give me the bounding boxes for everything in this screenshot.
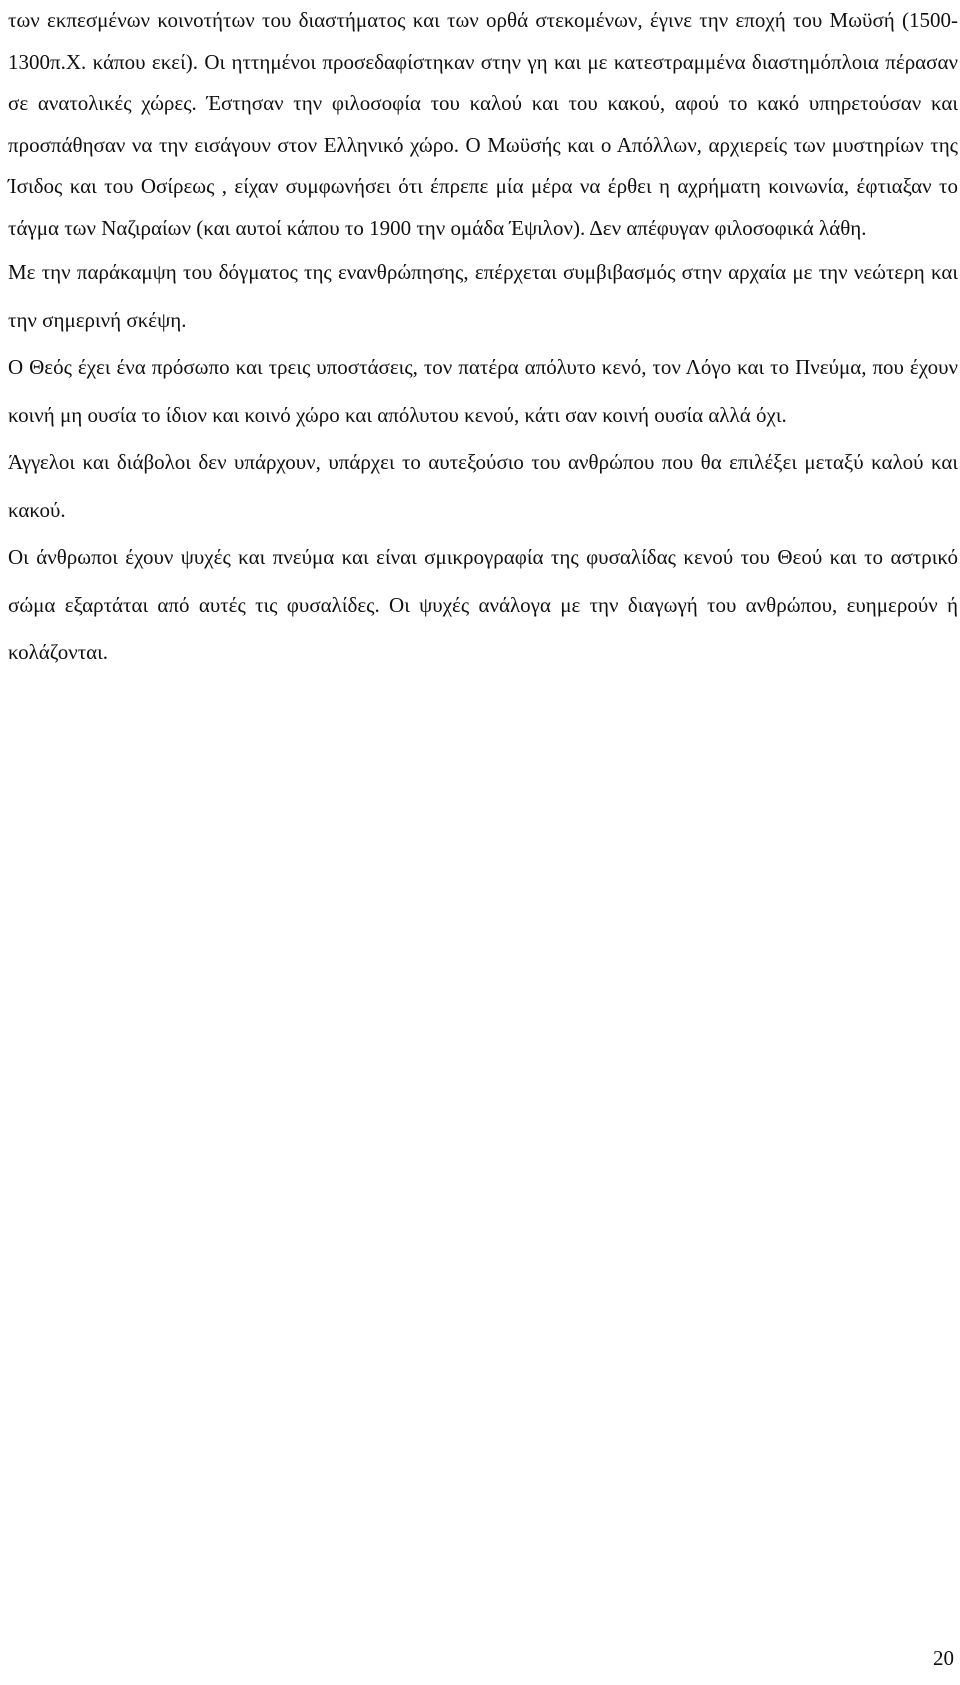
paragraph-4: Άγγελοι και διάβολοι δεν υπάρχουν, υπάρχει το αυτεξούσιο του ανθρώπου που θα επιλέξει μεταξύ καλού και κακού. xyxy=(8,450,958,522)
paragraph-1: των εκπεσμένων κοινοτήτων του διαστήματος και των ορθά στεκομένων, έγινε την εποχή του Μωϋσή (1500-1300π.Χ. κάπου εκεί). Οι ηττημένοι προσεδαφίστηκαν στην γη και με κατεστραμμένα διαστημόπλοια πέρασαν σε ανατολικές χώρες. Έστησαν την φιλοσοφία του καλού και του κακού, αφού το κακό υπηρετούσαν και προσπάθησαν να την εισάγουν στον Ελληνικό χώρο. Ο Μωϋσής και ο Απόλλων, αρχιερείς των μυστηρίων της Ίσιδος και του Οσίρεως , είχαν συμφωνήσει ότι έπρεπε μία μέρα να έρθει η αχρήματη κοινωνία, έφτιαξαν το τάγμα των Ναζιραίων (και αυτοί κάπου το 1900 την ομάδα Έψιλον). Δεν απέφυγαν φιλοσοφικά λάθη. xyxy=(8,8,958,240)
paragraph-2: Με την παράκαμψη του δόγματος της ενανθρώπησης, επέρχεται συμβιβασμός στην αρχαία με την νεώτερη και την σημερινή σκέψη. xyxy=(8,260,958,332)
body-text xyxy=(8,0,958,677)
paragraph-5: Οι άνθρωποι έχουν ψυχές και πνεύμα και είναι σμικρογραφία της φυσαλίδας κενού του Θεού και το αστρικό σώμα εξαρτάται από αυτές τις φυσαλίδες. Οι ψυχές ανάλογα με την διαγωγή του ανθρώπου, ευημερούν ή κολάζονται. xyxy=(8,545,958,664)
page-number: 20 xyxy=(933,1646,954,1670)
paragraph-3: Ο Θεός έχει ένα πρόσωπο και τρεις υποστάσεις, τον πατέρα απόλυτο κενό, τον Λόγο και το Πνεύμα, που έχουν κοινή μη ουσία το ίδιον και κοινό χώρο και απόλυτου κενού, κάτι σαν κοινή ουσία αλλά όχι. xyxy=(8,355,958,427)
